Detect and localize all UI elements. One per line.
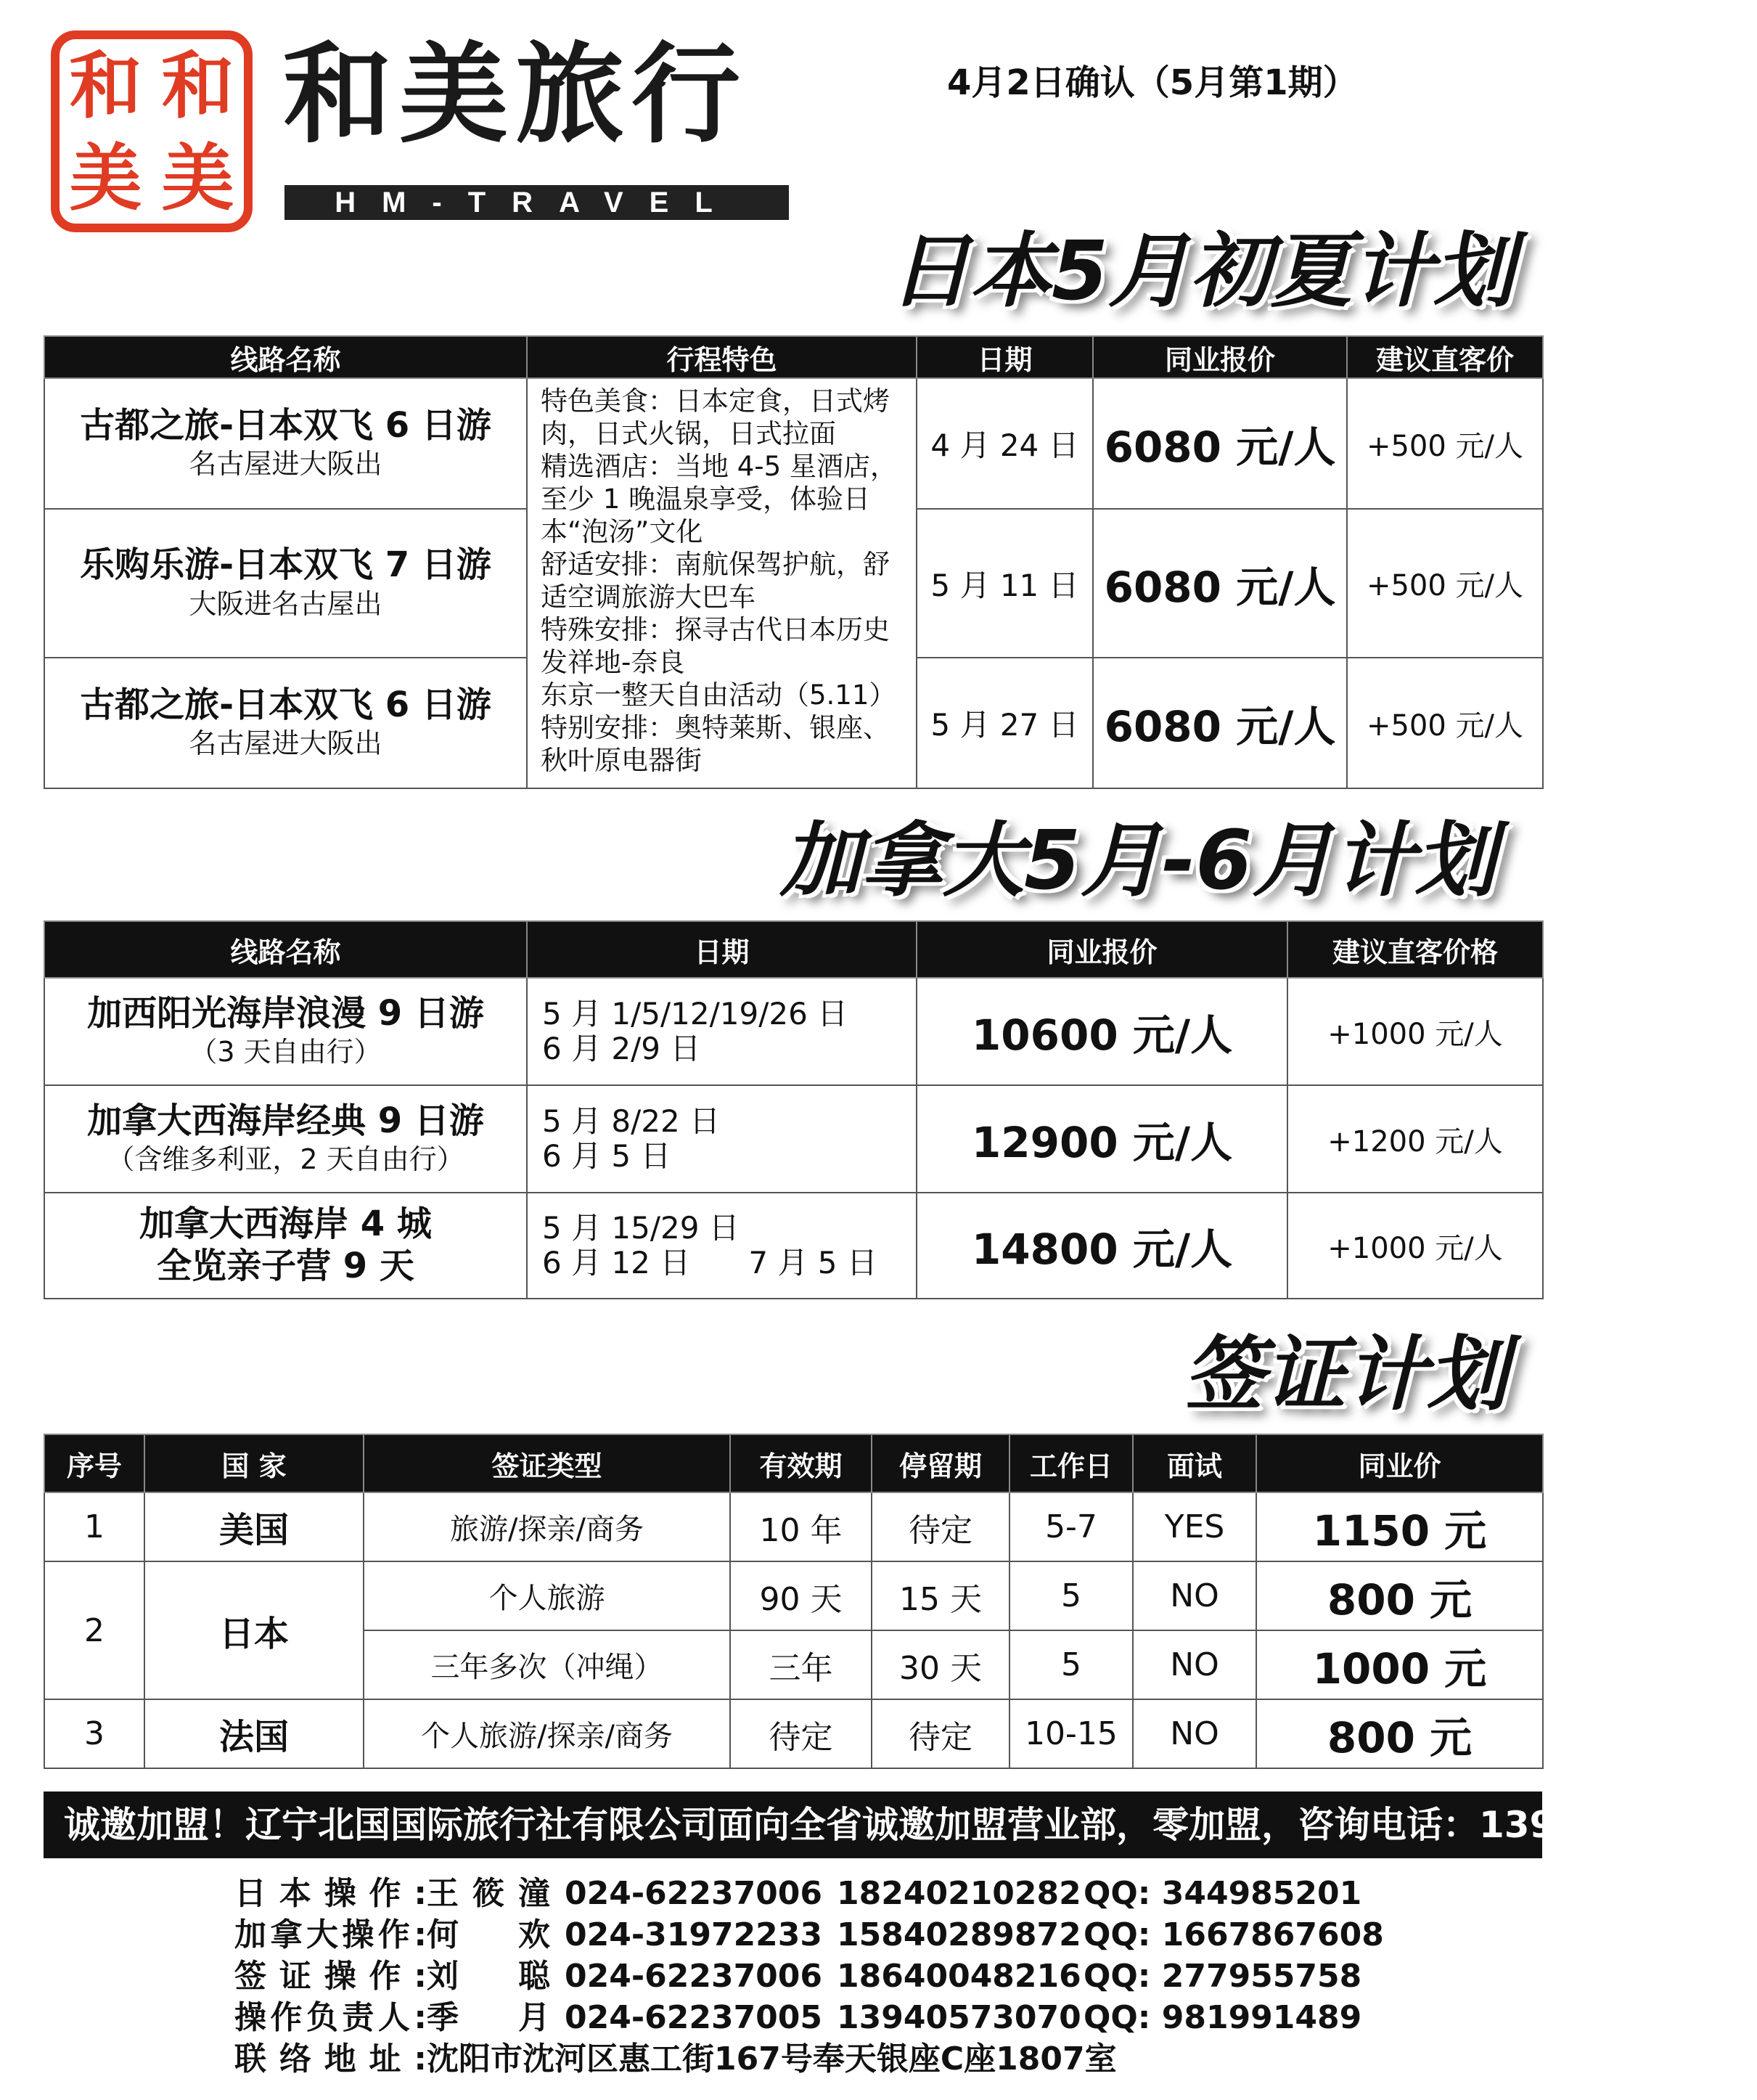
country-cell: 法国 xyxy=(144,1699,364,1768)
address-value: 沈阳市沈河区惠工街167号奉天银座C座1807室 xyxy=(427,2040,1117,2077)
contact-label: 操作负责人: xyxy=(234,1999,427,2036)
col-header: 线路名称 xyxy=(44,921,527,978)
col-header: 日期 xyxy=(527,921,917,978)
direct-price-cell: +500 元/人 xyxy=(1347,509,1543,658)
col-header: 行程特色 xyxy=(527,336,917,378)
date-cell: 5 月 11 日 xyxy=(917,509,1093,658)
price-cell: 6080 元/人 xyxy=(1093,658,1347,788)
contact-name: 季 月 xyxy=(427,1999,550,2036)
direct-price-cell: +500 元/人 xyxy=(1347,378,1543,509)
validity-cell: 待定 xyxy=(730,1699,872,1768)
table-row xyxy=(44,378,1543,509)
date-cell: 4 月 24 日 xyxy=(917,378,1093,509)
price-cell: 10600 元/人 xyxy=(917,978,1287,1085)
workdays-cell: 5-7 xyxy=(1009,1492,1133,1561)
route-sub: 大阪进名古屋出 xyxy=(189,587,382,620)
validity-cell: 三年 xyxy=(730,1630,872,1699)
interview-cell: NO xyxy=(1133,1630,1256,1699)
route-sub: 全览亲子营 9 天 xyxy=(157,1246,414,1286)
features-cell xyxy=(527,378,917,788)
brand-name: 和美旅行 xyxy=(283,30,748,158)
price-cell: 6080 元/人 xyxy=(1093,509,1347,658)
visa-price-cell: 1150 元 xyxy=(1256,1492,1543,1561)
stay-cell: 30 天 xyxy=(872,1630,1009,1699)
table-row xyxy=(44,1492,1543,1561)
contact-qq: QQ: 1667867608 xyxy=(1084,1916,1384,1953)
route-name: 古都之旅-日本双飞 6 日游 xyxy=(80,684,491,725)
col-header: 线路名称 xyxy=(44,336,527,378)
route-name: 古都之旅-日本双飞 6 日游 xyxy=(80,404,491,446)
features-text: 特色美食：日本定食，日式烤肉，日式火锅，日式拉面 精选酒店：当地 4-5 星酒店，至少 1 晚温泉享受，体验日本“泡汤”文化 舒适安排：南航保驾护航，舒适空调旅游大巴车 特殊安排：探寻古代日本历史发祥地-奈良 东京一整天自由活动（5.11） 特别安排：奥特莱斯、银座、秋叶原电器街 xyxy=(541,385,897,776)
seal-char: 和 xyxy=(161,42,234,128)
workdays-cell: 5 xyxy=(1009,1561,1133,1630)
col-header: 停留期 xyxy=(872,1434,1009,1492)
route-name: 加拿大西海岸经典 9 日游 xyxy=(87,1100,484,1141)
contact-name: 何 欢 xyxy=(427,1916,550,1953)
contact-mobile: 18640048216 xyxy=(837,1958,1081,1995)
col-header: 同业报价 xyxy=(1093,336,1347,378)
direct-price-cell: +1200 元/人 xyxy=(1287,1085,1543,1193)
interview-cell: NO xyxy=(1133,1699,1256,1768)
contact-row xyxy=(234,1997,1384,2038)
direct-price-cell: +500 元/人 xyxy=(1347,658,1543,788)
contact-label: 加拿大操作: xyxy=(234,1916,427,1953)
contact-qq: QQ: 981991489 xyxy=(1084,1999,1362,2036)
validity-cell: 10 年 xyxy=(730,1492,872,1561)
japan-table xyxy=(44,335,1544,789)
col-header: 有效期 xyxy=(730,1434,872,1492)
col-header: 国 家 xyxy=(144,1434,364,1492)
workdays-cell: 5 xyxy=(1009,1630,1133,1699)
seal-char: 美 xyxy=(69,134,142,221)
visa-price-cell: 1000 元 xyxy=(1256,1630,1543,1699)
table-row xyxy=(44,1193,1543,1299)
price-cell: 14800 元/人 xyxy=(917,1193,1287,1299)
direct-price-cell: +1000 元/人 xyxy=(1287,1193,1543,1299)
route-sub: （含维多利亚，2 天自由行） xyxy=(107,1143,464,1176)
visa-type-cell: 个人旅游/探亲/商务 xyxy=(364,1699,730,1768)
visa-table xyxy=(44,1434,1544,1769)
contact-mobile: 15840289872 xyxy=(837,1916,1081,1953)
brand-english: HM-TRAVEL xyxy=(284,185,789,220)
contact-list xyxy=(234,1873,1384,2080)
route-sub: （3 天自由行） xyxy=(189,1036,382,1069)
contact-qq: QQ: 277955758 xyxy=(1084,1958,1362,1995)
contact-tel: 024-62237006 xyxy=(565,1958,823,1995)
col-header: 签证类型 xyxy=(364,1434,730,1492)
contact-row xyxy=(234,1956,1384,1997)
seq-cell: 2 xyxy=(44,1561,144,1699)
confirm-date: 4月2日确认（5月第1期） xyxy=(947,62,1358,103)
seq-cell: 1 xyxy=(44,1492,144,1561)
canada-table xyxy=(44,920,1544,1299)
route-name: 加拿大西海岸 4 城 xyxy=(139,1204,432,1245)
country-cell: 日本 xyxy=(144,1561,364,1699)
col-header: 同业价 xyxy=(1256,1434,1543,1492)
contact-tel: 024-62237005 xyxy=(565,1999,823,2036)
col-header: 同业报价 xyxy=(917,921,1287,978)
contact-name: 王筱潼 xyxy=(427,1875,550,1912)
route-name: 加西阳光海岸浪漫 9 日游 xyxy=(87,992,484,1034)
contact-name: 刘 聪 xyxy=(427,1958,550,1995)
seal-char: 美 xyxy=(161,134,234,221)
col-header: 序号 xyxy=(44,1434,144,1492)
route-name: 乐购乐游-日本双飞 7 日游 xyxy=(80,544,491,585)
brand-seal-logo xyxy=(51,30,253,232)
contact-row xyxy=(234,1914,1384,1956)
visa-price-cell: 800 元 xyxy=(1256,1699,1543,1768)
interview-cell: NO xyxy=(1133,1561,1256,1630)
contact-row xyxy=(234,1873,1384,1914)
dates-cell: 5 月 15/29 日 6 月 12 日 7 月 5 日 xyxy=(527,1193,917,1299)
price-cell: 12900 元/人 xyxy=(917,1085,1287,1193)
visa-price-cell: 800 元 xyxy=(1256,1561,1543,1630)
route-sub: 名古屋进大阪出 xyxy=(189,448,382,481)
workdays-cell: 10-15 xyxy=(1009,1699,1133,1768)
seal-char: 和 xyxy=(69,42,142,128)
table-row xyxy=(44,978,1543,1085)
contact-tel: 024-31972233 xyxy=(565,1916,823,1953)
japan-section-title: 日本5月初夏计划 xyxy=(889,224,1515,319)
seq-cell: 3 xyxy=(44,1699,144,1768)
franchise-banner: 诚邀加盟！辽宁北国国际旅行社有限公司面向全省诚邀加盟营业部，零加盟，咨询电话：13940202256 xyxy=(44,1791,1542,1858)
validity-cell: 90 天 xyxy=(730,1561,872,1630)
table-row xyxy=(44,1085,1543,1193)
contact-tel: 024-62237006 xyxy=(565,1875,823,1912)
stay-cell: 待定 xyxy=(872,1492,1009,1561)
col-header: 面试 xyxy=(1133,1434,1256,1492)
contact-label: 日本操作: xyxy=(234,1875,427,1912)
contact-qq: QQ: 344985201 xyxy=(1084,1875,1362,1912)
stay-cell: 15 天 xyxy=(872,1561,1009,1630)
dates-cell: 5 月 1/5/12/19/26 日 6 月 2/9 日 xyxy=(527,978,917,1085)
table-row xyxy=(44,1561,1543,1630)
col-header: 建议直客价格 xyxy=(1287,921,1543,978)
dates-cell: 5 月 8/22 日 6 月 5 日 xyxy=(527,1085,917,1193)
route-sub: 名古屋进大阪出 xyxy=(189,727,382,760)
visa-type-cell: 个人旅游 xyxy=(364,1561,730,1630)
stay-cell: 待定 xyxy=(872,1699,1009,1768)
visa-type-cell: 三年多次（冲绳） xyxy=(364,1630,730,1699)
address-row xyxy=(234,2038,1384,2080)
price-cell: 6080 元/人 xyxy=(1093,378,1347,509)
country-cell: 美国 xyxy=(144,1492,364,1561)
date-cell: 5 月 27 日 xyxy=(917,658,1093,788)
address-label: 联络地址: xyxy=(234,2040,427,2077)
visa-type-cell: 旅游/探亲/商务 xyxy=(364,1492,730,1561)
col-header: 日期 xyxy=(917,336,1093,378)
col-header: 建议直客价 xyxy=(1347,336,1543,378)
contact-mobile: 13940573070 xyxy=(837,1999,1081,2036)
contact-mobile: 18240210282 xyxy=(837,1875,1081,1912)
table-row xyxy=(44,1699,1543,1768)
col-header: 工作日 xyxy=(1009,1434,1133,1492)
direct-price-cell: +1000 元/人 xyxy=(1287,978,1543,1085)
interview-cell: YES xyxy=(1133,1492,1256,1561)
visa-section-title: 签证计划 xyxy=(1183,1328,1508,1422)
canada-section-title: 加拿大5月-6月计划 xyxy=(780,814,1496,908)
contact-label: 签证操作: xyxy=(234,1958,427,1995)
